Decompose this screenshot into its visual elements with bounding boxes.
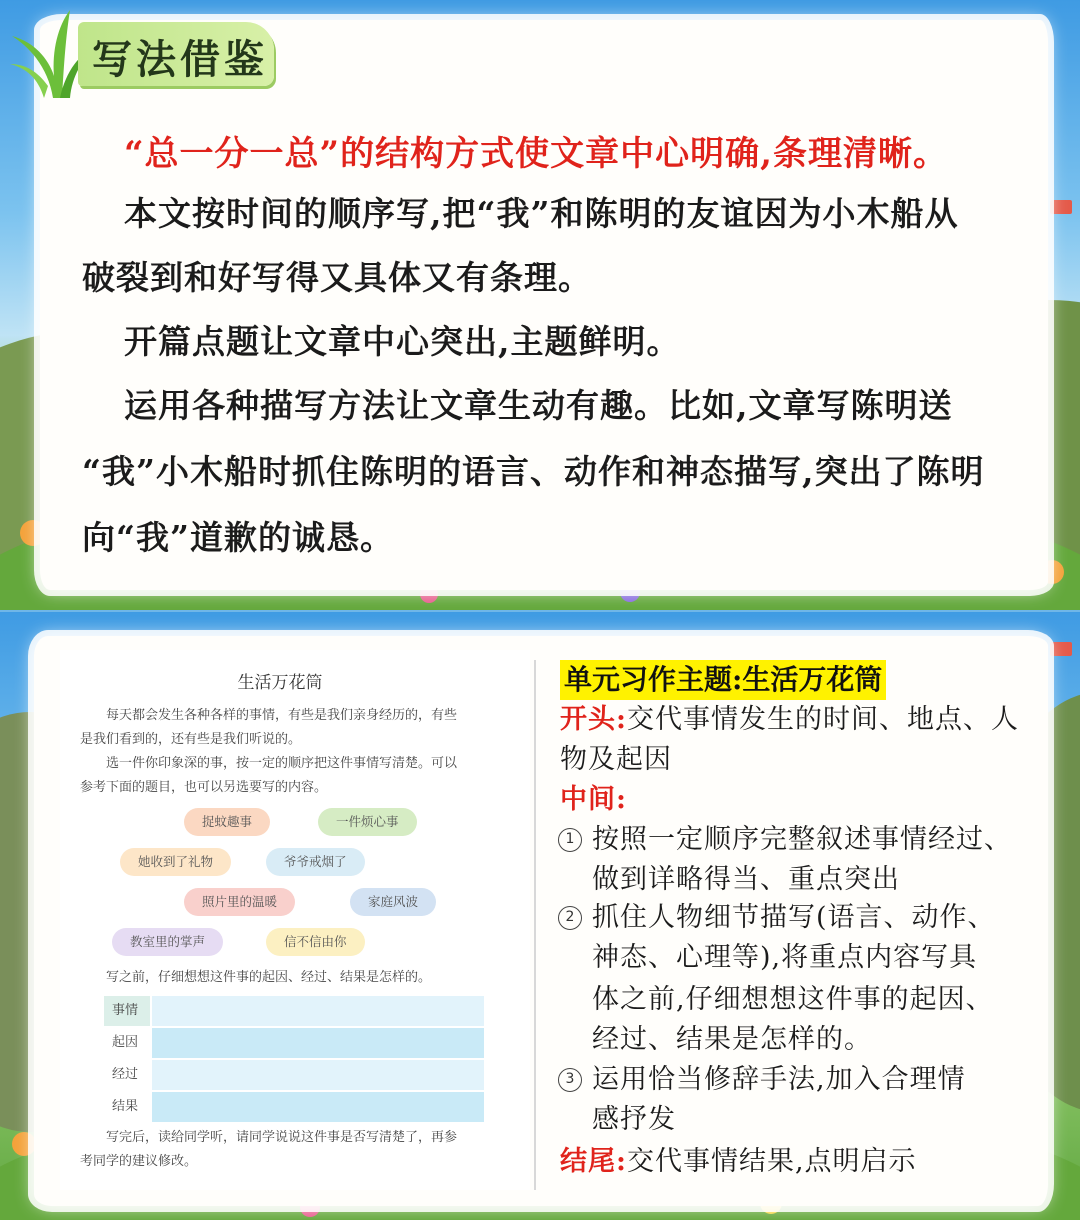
topic-chip: 教室里的掌声 [112, 928, 223, 956]
item-line: 抓住人物细节描写(语言、动作、 [592, 902, 996, 933]
table-cell [152, 1028, 484, 1058]
opening-text-cont: 物及起因 [560, 744, 672, 775]
table-row [104, 1092, 484, 1124]
opening-text: 交代事情发生的时间、地点、人 [626, 704, 1019, 735]
opening-label: 开头: [560, 704, 627, 735]
topic-chip: 照片里的温暖 [184, 888, 295, 916]
paragraph-line: 本文按时间的顺序写,把“我”和陈明的友谊因为小木船从 [124, 194, 959, 233]
textbook-line: 考同学的建议修改。 [80, 1154, 198, 1169]
topic-chip: 爷爷戒烟了 [266, 848, 365, 876]
item-line: 神态、心理等),将重点内容写具 [592, 942, 978, 973]
topic-chip: 家庭风波 [350, 888, 436, 916]
table-row-label: 事情 [104, 996, 150, 1026]
item-line: 感抒发 [592, 1104, 676, 1135]
paragraph-line: 向“我”道歉的诚恳。 [82, 518, 394, 557]
table-row [104, 996, 484, 1028]
paragraph-line: 破裂到和好写得又具体又有条理。 [82, 258, 592, 297]
notes-ending [560, 1142, 917, 1182]
notes-title: 单元习作主题:生活万花筒 [560, 660, 886, 700]
lead-sentence: “总一分一总”的结构方式使文章中心明确,条理清晰。 [124, 134, 948, 174]
item-line: 按照一定顺序完整叙述事情经过、 [592, 824, 1012, 855]
textbook-line: 是我们看到的，还有些是我们听说的。 [80, 732, 302, 747]
item-number-badge: 2 [558, 906, 582, 930]
table-row-label: 经过 [104, 1060, 150, 1090]
topic-chip: 她收到了礼物 [120, 848, 231, 876]
textbook-line: 选一件你印象深的事，按一定的顺序把这件事情写清楚。可以 [106, 756, 458, 771]
planning-table [104, 996, 484, 1124]
section-tag-label: 写法借鉴 [92, 36, 268, 83]
table-cell [152, 1092, 484, 1122]
table-row-label: 起因 [104, 1028, 150, 1058]
item-line: 体之前,仔细想想这件事的起因、 [592, 984, 994, 1015]
ending-label: 结尾: [560, 1146, 627, 1177]
textbook-page [60, 650, 530, 1190]
textbook-line: 写完后，读给同学听，请同学说说这件事是否写清楚了，再参 [106, 1130, 458, 1145]
textbook-line: 每天都会发生各种各样的事情，有些是我们亲身经历的，有些 [106, 708, 458, 723]
topic-chip: 信不信由你 [266, 928, 365, 956]
textbook-line: 参考下面的题目，也可以另选要写的内容。 [80, 780, 328, 795]
item-number-badge: 1 [558, 828, 582, 852]
item-line: 运用恰当修辞手法,加入合理情 [592, 1064, 966, 1095]
topic-chip: 一件烦心事 [318, 808, 417, 836]
item-line: 经过、结果是怎样的。 [592, 1024, 872, 1055]
item-line: 做到详略得当、重点突出 [592, 864, 900, 895]
paragraph-line: 运用各种描写方法让文章生动有趣。比如,文章写陈明送 [124, 386, 953, 425]
textbook-prompt: 写之前，仔细想想这件事的起因、经过、结果是怎样的。 [106, 970, 432, 985]
table-row [104, 1060, 484, 1092]
textbook-title: 生活万花筒 [237, 673, 323, 693]
notes-opening [560, 700, 1019, 740]
column-divider [534, 660, 536, 1190]
table-row-label: 结果 [104, 1092, 150, 1122]
table-row [104, 1028, 484, 1060]
table-cell [152, 996, 484, 1026]
topic-chip: 捉蚊趣事 [184, 808, 270, 836]
table-cell [152, 1060, 484, 1090]
paragraph-line: 开篇点题让文章中心突出,主题鲜明。 [124, 322, 681, 361]
middle-label: 中间: [560, 784, 627, 815]
item-number-badge: 3 [558, 1068, 582, 1092]
ending-text: 交代事情结果,点明启示 [626, 1146, 917, 1177]
paragraph-line: “我”小木船时抓住陈明的语言、动作和神态描写,突出了陈明 [82, 452, 985, 491]
